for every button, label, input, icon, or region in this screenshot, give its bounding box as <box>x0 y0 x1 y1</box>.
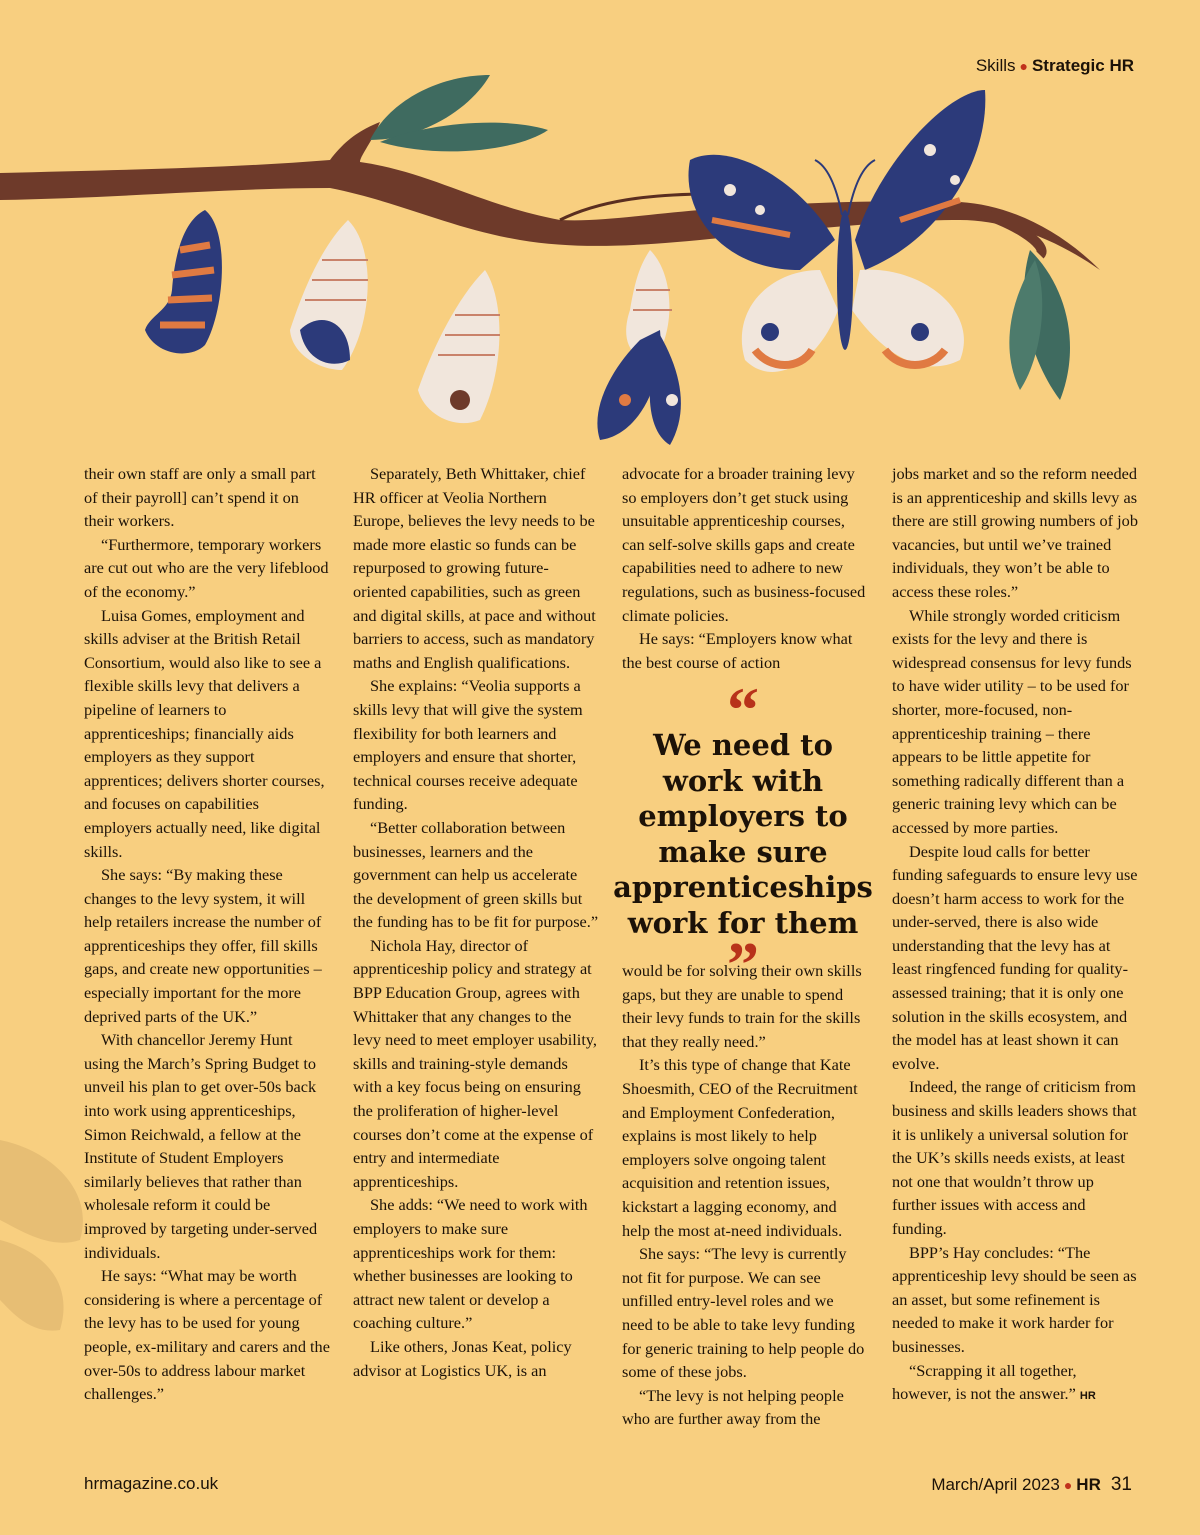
bullet-dot-icon: ● <box>1063 1477 1073 1493</box>
paragraph: “Furthermore, temporary workers are cut out who are the very lifeblood of the economy.” <box>84 534 329 601</box>
paragraph: Despite loud calls for better funding safeguards to ensure levy use doesn’t harm access to work for the under-served, there is also wide understanding that the levy has at least ringfenced funding for quality-assessed training; that it is only one solution in the skills ecosystem, and the model has at least shown it can evolve. <box>892 841 1138 1073</box>
page-number: 31 <box>1110 1474 1132 1495</box>
branch-with-chrysalises-and-butterfly-icon <box>0 70 1200 460</box>
paragraph: She explains: “Veolia supports a skills levy that will give the system flexibility for both learners and employers and ensure that shorter, technical courses receive adequate funding. <box>353 676 583 814</box>
paragraph-text: “Scrapping it all together, however, is not the answer.” <box>892 1360 1077 1404</box>
pull-quote-text: We need to work with employers to make sure apprenticeships work for them <box>613 728 873 940</box>
issue-date: March/April 2023 <box>931 1475 1060 1494</box>
paragraph: It’s this type of change that Kate Shoesmith, CEO of the Recruitment and Employment Confederation, explains is most likely to help employers solve ongoing talent acquisition and retention issues, kickstart a lagging economy, and help the most at-need individuals. <box>622 1055 858 1240</box>
article-column-2 <box>353 462 599 1382</box>
paragraph: jobs market and so the reform needed is an apprenticeship and skills levy as there are still growing numbers of job vacancies, but until we’ve trained individuals, they won’t be able to access these roles.” <box>892 464 1138 601</box>
bullet-dot-icon: ● <box>1019 58 1028 74</box>
brand-label: HR <box>1076 1475 1101 1494</box>
paragraph: Separately, Beth Whittaker, chief HR officer at Veolia Northern Europe, believes the levy needs to be made more elastic so funds can be repurposed to growing future-oriented capabilities, such as green and digital skills, at pace and without barriers to access, such as mandatory maths and English qualifications. <box>353 464 596 672</box>
article-column-3-top <box>622 462 868 674</box>
paragraph: would be for solving their own skills gaps, but they are unable to spend their levy funds to train for the skills that they really need.” <box>622 961 862 1051</box>
article-column-1 <box>84 462 330 1406</box>
footer-website: hrmagazine.co.uk <box>84 1474 219 1493</box>
paragraph: “Better collaboration between businesses, learners and the government can help us accelerate the development of green skills but the funding has to be fit for purpose.” <box>353 817 599 932</box>
signoff-logo: HR <box>1079 1390 1096 1403</box>
paragraph: advocate for a broader training levy so employers don’t get stuck using unsuitable apprenticeship courses, can self-solve skills gaps and create capabilities need to adhere to new regulations, such as business-focused climate policies. <box>622 464 866 625</box>
pull-quote <box>612 688 874 979</box>
paragraph: He says: “Employers know what the best course of action <box>622 629 853 672</box>
paragraph: He says: “What may be worth considering is where a percentage of the levy has to be used for young people, ex-military and carers and the over-50s to address labour market challenges.” <box>84 1266 330 1404</box>
paragraph: She says: “By making these changes to the levy system, it will help retailers increase the number of apprenticeships they offer, fill skills gaps, and create new opportunities – especially important for the more deprived parts of the UK.” <box>84 865 322 1026</box>
subsection-label: Strategic HR <box>1031 56 1134 75</box>
section-label: Skills <box>975 56 1016 75</box>
paragraph: Luisa Gomes, employment and skills adviser at the British Retail Consortium, would also like to see a flexible skills levy that delivers a pipeline of learners to apprenticeships; financially aids employers as they support apprentices; delivers shorter courses, and focuses on capabilities employers actually need, like digital skills. <box>84 605 325 861</box>
paragraph: Nichola Hay, director of apprenticeship policy and strategy at BPP Education Group, agrees with Whittaker that any changes to the levy need to meet employer usability, skills and training-style demands with a key focus being on ensuring the proliferation of higher-level courses don’t come at the expense of entry and intermediate apprenticeships. <box>353 935 597 1191</box>
paragraph: She says: “The levy is currently not fit for purpose. We can see unfilled entry-level roles and we need to be able to take levy funding for generic training to help people do some of these jobs. <box>622 1244 865 1382</box>
paragraph: their own staff are only a small part of their payroll] can’t spend it on their workers. <box>84 464 316 531</box>
final-paragraph <box>892 1359 1138 1409</box>
footer-issue-info <box>931 1474 1132 1496</box>
article-column-3-bottom <box>622 959 868 1431</box>
paragraph: BPP’s Hay concludes: “The apprenticeship levy should be seen as an asset, but some refinement is needed to make it work harder for businesses. <box>892 1242 1137 1356</box>
article-column-4 <box>892 462 1138 1409</box>
paragraph: While strongly worded criticism exists for the levy and there is widespread consensus for levy funds to have wider utility – to be used for shorter, more-focused, non-apprenticeship training – there appears to be little appetite for something radically different than a generic training levy which can be accessed by more parties. <box>892 605 1132 837</box>
paragraph: Like others, Jonas Keat, policy advisor at Logistics UK, is an <box>353 1336 572 1380</box>
paragraph: With chancellor Jeremy Hunt using the March’s Spring Budget to unveil his plan to get over-50s back into work using apprenticeships, Simon Reichwald, a fellow at the Institute of Student Employers similarly believes that rather than wholesale reform it could be improved by targeting under-served individuals. <box>84 1030 318 1262</box>
paragraph: “The levy is not helping people who are further away from the <box>622 1385 844 1429</box>
paragraph: Indeed, the range of criticism from business and skills leaders shows that it is unlikely a universal solution for the UK’s skills needs exists, at least not one that wouldn’t throw up further issues with access and funding. <box>892 1077 1137 1238</box>
paragraph: She adds: “We need to work with employers to make sure apprenticeships work for them: whether businesses are looking to attract new talent or develop a coaching culture.” <box>353 1195 588 1333</box>
close-quote-icon: ” <box>727 943 759 979</box>
open-quote-icon: “ <box>727 688 759 724</box>
